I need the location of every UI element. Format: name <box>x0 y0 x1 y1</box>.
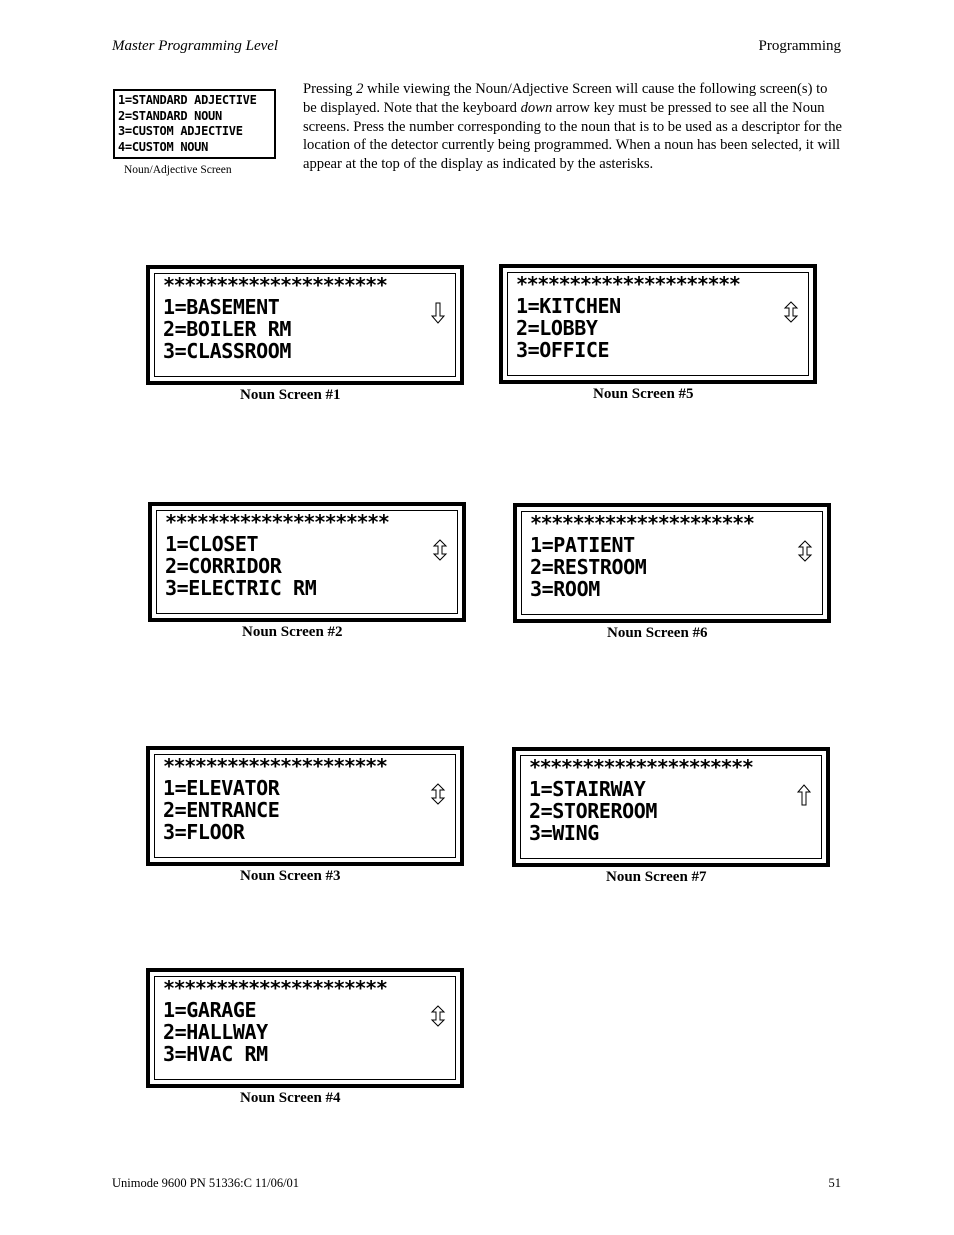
noun-option: 1=BASEMENT <box>163 295 280 319</box>
intro-text: Pressing <box>303 81 357 97</box>
noun-option: 2=HALLWAY <box>163 1020 268 1044</box>
noun-screen-caption: Noun Screen #5 <box>593 386 694 402</box>
small-screen-line: 4=CUSTOM NOUN <box>118 139 209 154</box>
selection-asterisks: ********************* <box>529 755 753 779</box>
selection-asterisks: ********************* <box>165 510 389 534</box>
noun-screen-2 <box>148 502 466 622</box>
noun-screen-caption: Noun Screen #6 <box>607 625 708 641</box>
noun-screen-3 <box>146 746 464 866</box>
up-down-arrow-icon <box>783 301 799 323</box>
noun-option: 2=BOILER RM <box>163 317 292 341</box>
small-screen-line: 2=STANDARD NOUN <box>118 108 222 123</box>
header-section-title: Master Programming Level <box>112 38 279 54</box>
selection-asterisks: ********************* <box>163 754 387 778</box>
noun-option: 3=CLASSROOM <box>163 339 292 363</box>
noun-screen-caption: Noun Screen #2 <box>242 624 343 640</box>
intro-keyword: down <box>520 99 553 116</box>
page-number: 51 <box>828 1176 841 1190</box>
noun-option: 1=STAIRWAY <box>529 777 646 801</box>
noun-option: 1=PATIENT <box>530 533 635 557</box>
footer-document-id: Unimode 9600 PN 51336:C 11/06/01 <box>112 1176 300 1190</box>
noun-option: 3=WING <box>529 821 599 845</box>
up-down-arrow-icon <box>430 783 446 805</box>
noun-screen-5 <box>499 264 817 384</box>
noun-option: 3=OFFICE <box>516 338 610 362</box>
small-screen-line: 1=STANDARD ADJECTIVE <box>118 93 257 107</box>
small-screen-line: 3=CUSTOM ADJECTIVE <box>118 124 243 138</box>
noun-option: 1=KITCHEN <box>516 294 621 318</box>
up-arrow-icon <box>796 784 812 806</box>
intro-key: 2 <box>356 81 364 97</box>
noun-option: 1=CLOSET <box>165 532 259 556</box>
up-down-arrow-icon <box>797 540 813 562</box>
up-down-arrow-icon <box>432 539 448 561</box>
noun-option: 2=STOREROOM <box>529 799 658 823</box>
up-down-arrow-icon <box>430 1005 446 1027</box>
noun-screen-1 <box>146 265 464 385</box>
noun-option: 2=LOBBY <box>516 316 598 340</box>
noun-screen-6 <box>513 503 831 623</box>
selection-asterisks: ********************* <box>516 272 740 296</box>
noun-option: 2=RESTROOM <box>530 555 647 579</box>
header-chapter: Programming <box>758 38 841 54</box>
intro-text: while viewing the Noun/Adjective Screen will cause the following screen(s) to be displayed. Note that the keyboard <box>303 81 828 116</box>
noun-screen-caption: Noun Screen #7 <box>606 869 707 885</box>
noun-adjective-caption: Noun/Adjective Screen <box>124 164 232 176</box>
intro-text: arrow key must be pressed to see all the Noun screens. Press the number corresponding to the noun that is to be used as a descriptor for the location of the detector currently being programmed. When a noun has been selected, it will appear at the top of the display as indicated by the asterisks. <box>303 99 843 173</box>
selection-asterisks: ********************* <box>530 511 754 535</box>
noun-screen-caption: Noun Screen #1 <box>240 387 341 403</box>
selection-asterisks: ********************* <box>163 976 387 1000</box>
selection-asterisks: ********************* <box>163 273 387 297</box>
noun-option: 3=FLOOR <box>163 820 245 844</box>
noun-option: 3=ELECTRIC RM <box>165 576 317 600</box>
noun-option: 3=ROOM <box>530 577 600 601</box>
noun-option: 1=ELEVATOR <box>163 776 280 800</box>
noun-screen-caption: Noun Screen #3 <box>240 868 341 884</box>
noun-screen-4 <box>146 968 464 1088</box>
noun-option: 3=HVAC RM <box>163 1042 268 1066</box>
noun-option: 2=ENTRANCE <box>163 798 280 822</box>
intro-paragraph <box>303 80 843 174</box>
noun-screen-7 <box>512 747 830 867</box>
noun-screen-caption: Noun Screen #4 <box>240 1090 341 1106</box>
noun-option: 1=GARAGE <box>163 998 257 1022</box>
noun-option: 2=CORRIDOR <box>165 554 282 578</box>
noun-adjective-screen <box>113 89 276 159</box>
down-arrow-icon <box>430 302 446 324</box>
